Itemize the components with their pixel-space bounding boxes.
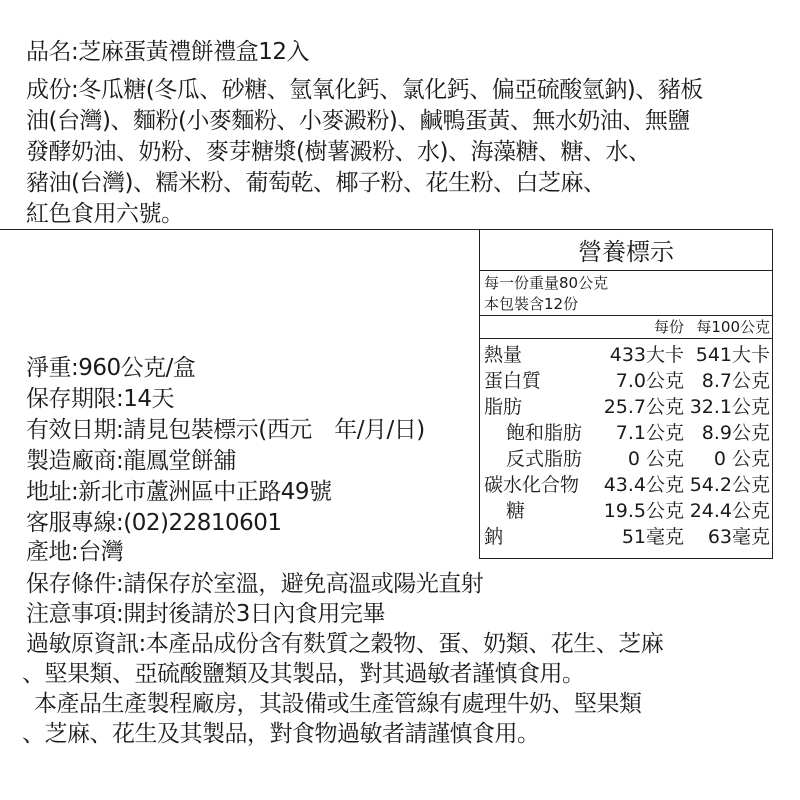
per-serving-value: 7.0公克 [615,370,684,392]
nutrient-label: 熱量 [484,344,523,366]
per-serving-value: 25.7公克 [603,396,684,418]
service-hotline: 客服專線:(02)22810601 [26,510,282,536]
per-serving-value: 19.5公克 [603,500,684,522]
serving-size: 每一份重量80公克 [484,274,609,292]
nutrient-row [480,342,772,368]
table-rule [480,270,772,271]
manufacturer: 製造廠商:龍鳳堂餅舖 [26,448,236,474]
expiry-date: 有效日期:請見包裝標示(西元 年/月/日) [26,417,425,443]
nutrient-row [480,498,772,524]
nutrient-label: 鈉 [484,526,504,548]
ingredients-line: 油(台灣)、麵粉(小麥麵粉、小麥澱粉)、鹹鴨蛋黃、無水奶油、無鹽 [26,108,690,134]
per-100g-value: 0 公克 [713,448,770,470]
shelf-life: 保存期限:14天 [26,386,175,412]
allergen-info: 過敏原資訊:本產品成份含有麩質之穀物、蛋、奶類、花生、芝麻 [26,631,664,657]
notes: 注意事項:開封後請於3日內食用完畢 [26,601,385,627]
section-divider [0,229,480,230]
per-100g-value: 54.2公克 [689,474,770,496]
col-header-100g: 每100公克 [696,318,770,336]
per-100g-value: 24.4公克 [689,500,770,522]
per-100g-value: 541大卡 [695,344,770,366]
ingredients-line: 紅色食用六號。 [26,201,184,227]
net-weight: 淨重:960公克/盒 [26,355,196,381]
facility-notice: 本產品生產製程廠房，其設備或生產管線有處理牛奶、堅果類 [34,691,642,717]
nutrient-label: 反式脂肪 [506,448,583,470]
nutrition-table [479,229,773,559]
product-name: 品名:芝麻蛋黃禮餅禮盒12入 [26,39,310,65]
table-rule [480,338,772,339]
allergen-info: 、堅果類、亞硫酸鹽類及其製品，對其過敏者謹慎食用。 [22,661,585,687]
per-serving-value: 7.1公克 [615,422,684,444]
address: 地址:新北市蘆洲區中正路49號 [26,479,332,505]
per-serving-value: 51毫克 [621,526,684,548]
nutrient-row [480,524,772,550]
nutrition-title: 營養標示 [578,238,674,266]
servings-per-package: 本包裝含12份 [484,295,579,313]
per-100g-value: 8.7公克 [701,370,770,392]
per-serving-value: 433大卡 [609,344,684,366]
ingredients-line: 豬油(台灣)、糯米粉、葡萄乾、椰子粉、花生粉、白芝麻、 [26,170,606,196]
ingredients-line: 成份:冬瓜糖(冬瓜、砂糖、氫氧化鈣、氯化鈣、偏亞硫酸氫鈉)、豬板 [26,77,703,103]
nutrient-label: 飽和脂肪 [506,422,583,444]
nutrient-row [480,446,772,472]
origin: 產地:台灣 [26,539,124,565]
per-100g-value: 8.9公克 [701,422,770,444]
nutrient-row [480,394,772,420]
per-100g-value: 32.1公克 [689,396,770,418]
nutrient-label: 碳水化合物 [484,474,580,496]
nutrient-row [480,368,772,394]
per-serving-value: 0 公克 [627,448,684,470]
per-100g-value: 63毫克 [707,526,770,548]
nutrient-label: 糖 [506,500,526,522]
nutrient-row [480,420,772,446]
ingredients-line: 發酵奶油、奶粉、麥芽糖漿(樹薯澱粉、水)、海藻糖、糖、水、 [26,139,651,165]
per-serving-value: 43.4公克 [603,474,684,496]
storage-conditions: 保存條件:請保存於室溫，避免高溫或陽光直射 [26,571,484,597]
nutrient-label: 蛋白質 [484,370,542,392]
nutrient-row [480,472,772,498]
nutrient-label: 脂肪 [484,396,523,418]
facility-notice: 、芝麻、花生及其製品，對食物過敏者請謹慎食用。 [22,721,540,747]
col-header-serving: 每份 [653,318,684,336]
